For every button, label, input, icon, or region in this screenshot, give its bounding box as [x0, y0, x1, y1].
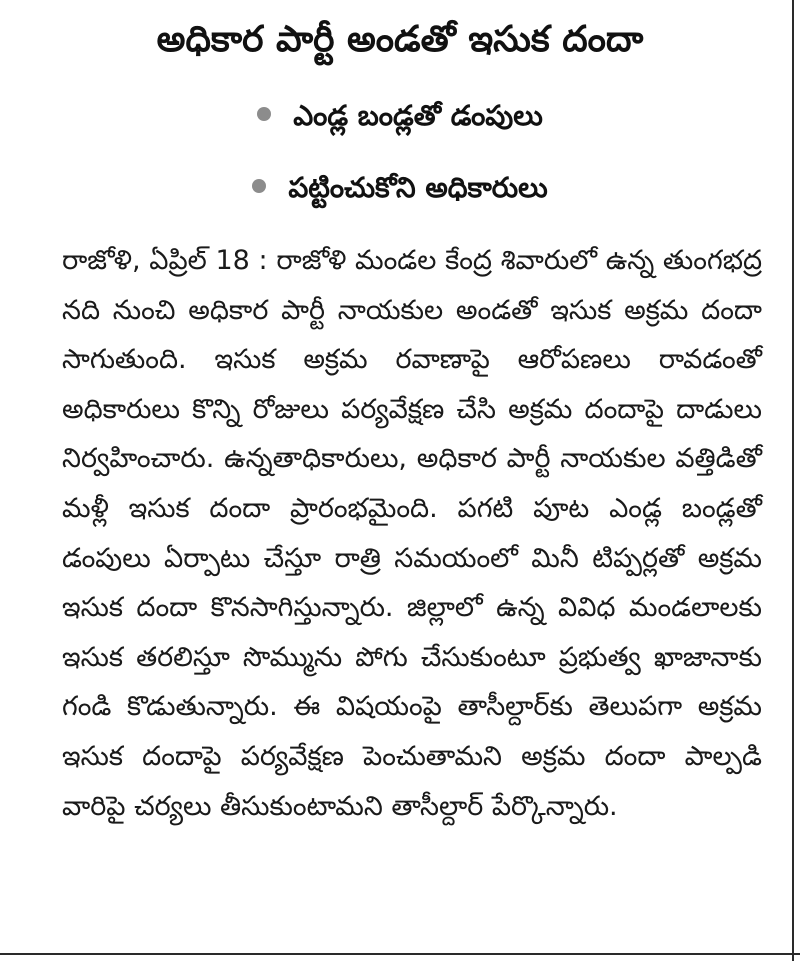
subheading-2-text: పట్టించుకోని అధికారులు [288, 171, 548, 204]
subheading-1 [0, 94, 800, 138]
article-body [62, 236, 762, 831]
subheading-1-text: ఎండ్ల బండ్లతో డంపులు [293, 99, 543, 132]
article-dateline: రాజోళి, ఏప్రిల్ 18 : [62, 245, 268, 276]
column-rule-bottom [0, 953, 800, 955]
article-headline: అధికార పార్టీ అండతో ఇసుక దందా [156, 19, 644, 60]
bullet-dot-icon [257, 107, 271, 121]
article-body-text: రాజోళి మండల కేంద్ర శివారులో ఉన్న తుంగభద్ర నది నుంచి అధికార పార్టీ నాయకుల అండతో ఇసుక అక్రమ దందా సాగుతుంది. ఇసుక అక్రమ రవాణాపై ఆరోపణలు రావడంతో అధికారులు కొన్ని రోజులు పర్యవేక్షణ చేసి అక్రమ దందాపై దాడులు నిర్వహించారు. ఉన్నతాధికారులు, అధికార పార్టీ నాయకుల వత్తిడితో మళ్లీ ఇసుక దందా ప్రారంభమైంది. పగటి పూట ఎండ్ల బండ్లతో డంపులు ఏర్పాటు చేస్తూ రాత్రి సమయంలో మినీ టిప్పర్లతో అక్రమ ఇసుక దందా కొనసాగిస్తున్నారు. జిల్లాలో ఉన్న వివిధ మండలాలకు ఇసుక తరలిస్తూ సొమ్మును పోగు చేసుకుంటూ ప్రభుత్వ ఖాజానాకు గండి కొడుతున్నారు. ఈ విషయంపై తాసీల్దార్‌కు తెలుపగా అక్రమ ఇసుక దందాపై పర్యవేక్షణ పెంచుతామని అక్రమ దందా పాల్పడి వారిపై చర్యలు తీసుకుంటామని తాసీల్దార్ పేర్కొన్నారు. [62, 245, 763, 822]
bullet-dot-icon [252, 179, 266, 193]
subheading-2 [0, 166, 800, 210]
column-rule-right [792, 0, 794, 961]
